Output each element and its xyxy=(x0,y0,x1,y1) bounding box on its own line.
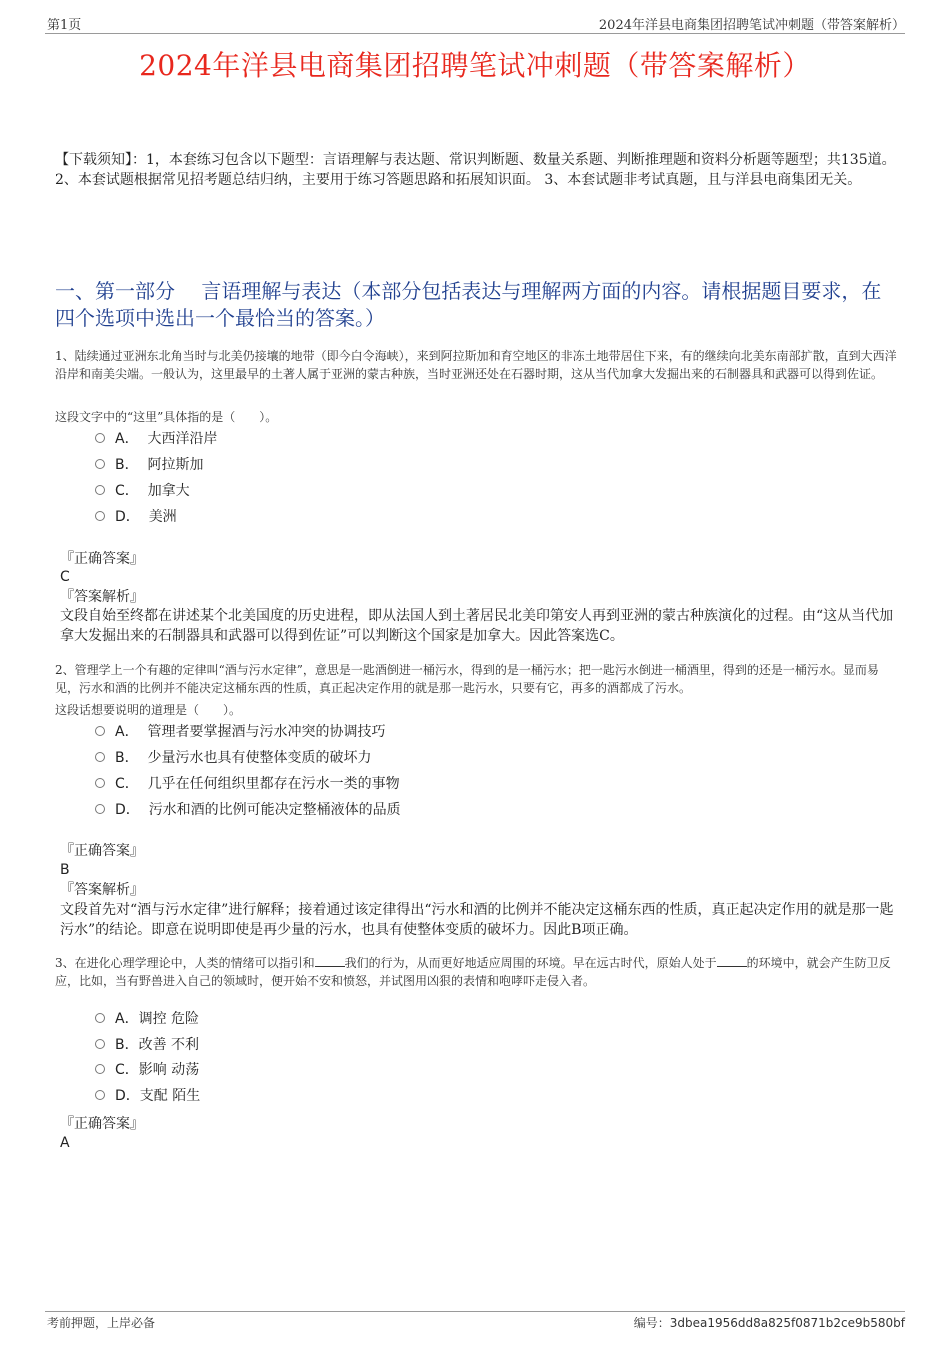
header-doc-title: 2024年洋县电商集团招聘笔试冲刺题（带答案解析） xyxy=(598,18,905,33)
section-heading: 一、第一部分 言语理解与表达（本部分包括表达与理解两方面的内容。请根据题目要求，在四个选项中选出一个最恰当的答案。） xyxy=(55,279,882,330)
page-title: 2024年洋县电商集团招聘笔试冲刺题（带答案解析） xyxy=(139,49,811,82)
question-1-option-b[interactable]: B． 阿拉斯加 xyxy=(95,455,204,475)
question-2-option-c[interactable]: C． 几乎在任何组织里都存在污水一类的事物 xyxy=(95,774,400,794)
question-1-text: 1、陆续通过亚洲东北角当时与北美仍接壤的地带（即今白令海峡），来到阿拉斯加和育空地区的非冻土地带居住下来，有的继续向北美东南部扩散，直到大西洋沿岸和南美尖端。一般认为，这里最早的土著人属于亚洲的蒙古种族，当时亚洲还处在石器时期，这从当代加拿大发掘出来的石制器具和武器可以得到佐证。 xyxy=(55,349,897,381)
footer-divider xyxy=(45,1311,905,1312)
question-3-option-c[interactable]: C．影响 动荡 xyxy=(95,1060,199,1080)
question-3-option-b[interactable]: B．改善 不利 xyxy=(95,1035,199,1055)
radio-icon[interactable] xyxy=(95,1090,105,1100)
question-2-text: 2、管理学上一个有趣的定律叫“酒与污水定律”，意思是一匙酒倒进一桶污水，得到的是一桶污水；把一匙污水倒进一桶酒里，得到的还是一桶污水。显而易见，污水和酒的比例并不能决定这桶东西的性质，真正起决定作用的就是那一匙污水，只要有它，再多的酒都成了污水。 xyxy=(55,663,879,695)
radio-icon[interactable] xyxy=(95,1013,105,1023)
radio-icon[interactable] xyxy=(95,1039,105,1049)
question-1-prompt: 这段文字中的“这里”具体指的是（ ）。 xyxy=(55,410,278,424)
question-2-analysis: 文段首先对“酒与污水定律”进行解释；接着通过该定律得出“污水和酒的比例并不能决定这桶东西的性质，真正起决定作用的就是那一匙污水”的结论。即意在说明即使是再少量的污水，也具有使整体变质的破坏力。因此B项正确。 xyxy=(60,902,894,938)
question-1-option-c[interactable]: C． 加拿大 xyxy=(95,481,190,501)
download-notice: 【下载须知】：1，本套练习包含以下题型：言语理解与表达题、常识判断题、数量关系题、判断推理题和资料分析题等题型；共135道。 2、本套试题根据常见招考题总结归纳，主要用于练习答题思路和拓展知识面。 3、本套试题非考试真题，且与洋县电商集团无关。 xyxy=(55,152,896,188)
question-3-answer: A xyxy=(60,1135,70,1151)
question-2-answer-label: 『正确答案』 xyxy=(60,843,144,859)
question-2-option-b[interactable]: B． 少量污水也具有使整体变质的破坏力 xyxy=(95,748,372,768)
question-2-option-d[interactable]: D． 污水和酒的比例可能决定整桶液体的品质 xyxy=(95,800,401,820)
question-1-answer: C xyxy=(60,569,70,585)
radio-icon[interactable] xyxy=(95,433,105,443)
radio-icon[interactable] xyxy=(95,459,105,469)
question-2-option-a[interactable]: A． 管理者要掌握酒与污水冲突的协调技巧 xyxy=(95,722,385,742)
footer-slogan: 考前押题，上岸必备 xyxy=(47,1316,156,1330)
page-number: 第1页 xyxy=(47,18,82,33)
fill-blank-1 xyxy=(315,954,345,967)
question-3-option-a[interactable]: A．调控 危险 xyxy=(95,1009,199,1029)
fill-blank-2 xyxy=(717,954,747,967)
radio-icon[interactable] xyxy=(95,726,105,736)
question-1-analysis: 文段自始至终都在讲述某个北美国度的历史进程，即从法国人到土著居民北美印第安人再到亚洲的蒙古种族演化的过程。由“这从当代加拿大发掘出来的石制器具和武器可以得到佐证”可以判断这个国家是加拿大。因此答案选C。 xyxy=(60,608,894,644)
radio-icon[interactable] xyxy=(95,485,105,495)
footer-code: 编号：3dbea1956dd8a825f0871b2ce9b580bf xyxy=(633,1316,905,1330)
question-2-analysis-label: 『答案解析』 xyxy=(60,882,144,898)
question-2-prompt: 这段话想要说明的道理是（ ）。 xyxy=(55,703,242,717)
radio-icon[interactable] xyxy=(95,752,105,762)
question-3-text: 3、在进化心理学理论中，人类的情绪可以指引和 我们的行为，从而更好地适应周围的环境。早在远古时代，原始人处于 的环境中，就会产生防卫反应，比如，当有野兽进入自己的领域时，便开始不安和愤怒，并试图用凶狠的表情和咆哮吓走侵入者。 xyxy=(55,956,891,988)
question-1-answer-label: 『正确答案』 xyxy=(60,551,144,567)
radio-icon[interactable] xyxy=(95,1064,105,1074)
question-3-answer-label: 『正确答案』 xyxy=(60,1116,144,1132)
question-1-option-d[interactable]: D． 美洲 xyxy=(95,507,177,527)
header-divider xyxy=(45,33,905,34)
radio-icon[interactable] xyxy=(95,511,105,521)
question-1-option-a[interactable]: A． 大西洋沿岸 xyxy=(95,429,217,449)
radio-icon[interactable] xyxy=(95,804,105,814)
radio-icon[interactable] xyxy=(95,778,105,788)
question-2-answer: B xyxy=(60,862,70,878)
question-1-analysis-label: 『答案解析』 xyxy=(60,589,144,605)
question-3-option-d[interactable]: D．支配 陌生 xyxy=(95,1086,200,1106)
